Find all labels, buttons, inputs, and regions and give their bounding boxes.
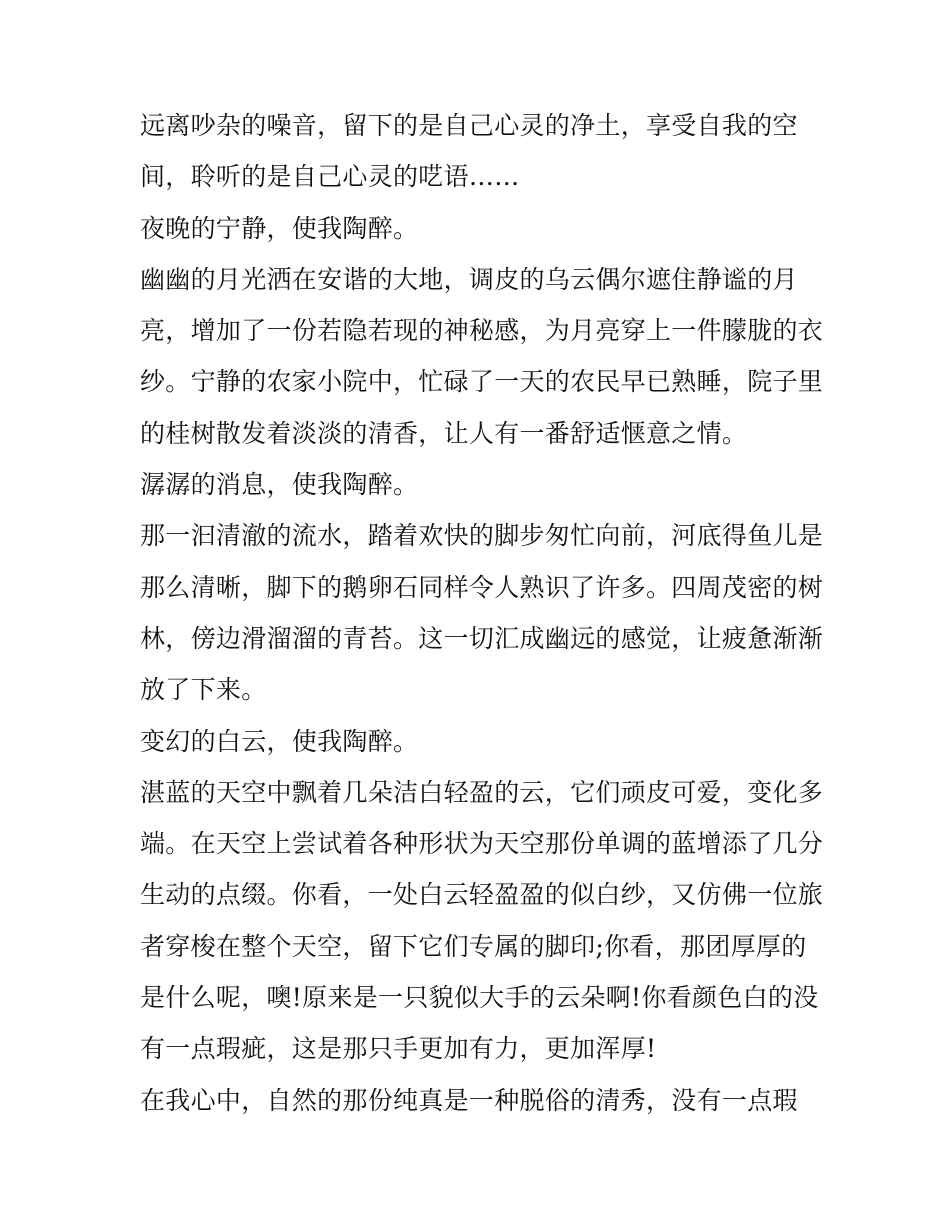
text-line: 那一汩清澈的流水，踏着欢快的脚步匆忙向前，河底得鱼儿是 (140, 521, 824, 551)
text-line: 变幻的白云，使我陶醉。 (140, 726, 419, 756)
text-line: 远离吵杂的噪音，留下的是自己心灵的净土，享受自我的空 (140, 111, 798, 140)
text-line: 亮，增加了一份若隐若现的神秘感，为月亮穿上一件朦胧的衣 (140, 316, 824, 346)
text-line: 是什么呢，噢!原来是一只貌似大手的云朵啊!你看颜色白的没 (140, 983, 819, 1013)
text-line: 有一点瑕疵，这是那只手更加有力，更加浑厚! (140, 1034, 657, 1064)
text-line: 者穿梭在整个天空，留下它们专属的脚印;你看，那团厚厚的 (140, 931, 807, 961)
text-line: 在我心中，自然的那份纯真是一种脱俗的清秀，没有一点瑕 (140, 1085, 798, 1115)
text-line: 间，聆听的是自己心灵的呓语…… (140, 162, 520, 192)
text-line: 湛蓝的天空中飘着几朵洁白轻盈的云，它们顽皮可爱，变化多 (140, 777, 824, 807)
text-line: 林，傍边滑溜溜的青苔。这一切汇成幽远的感觉，让疲惫渐渐 (140, 623, 824, 653)
document-body (140, 100, 824, 1126)
text-line: 的桂树散发着淡淡的清香，让人有一番舒适惬意之情。 (140, 418, 748, 448)
text-line: 放了下来。 (140, 675, 267, 705)
text-line: 纱。宁静的农家小院中，忙碌了一天的农民早已熟睡，院子里 (140, 367, 824, 397)
text-line: 生动的点缀。你看，一处白云轻盈盈的似白纱，又仿佛一位旅 (140, 880, 824, 910)
text-line: 潺潺的消息，使我陶醉。 (140, 470, 419, 500)
text-line: 端。在天空上尝试着各种形状为天空那份单调的蓝增添了几分 (140, 829, 824, 859)
text-line: 幽幽的月光洒在安谐的大地，调皮的乌云偶尔遮住静谧的月 (140, 264, 798, 294)
text-line: 那么清晰，脚下的鹅卵石同样令人熟识了许多。四周茂密的树 (140, 572, 824, 602)
text-line: 夜晚的宁静，使我陶醉。 (140, 213, 419, 243)
